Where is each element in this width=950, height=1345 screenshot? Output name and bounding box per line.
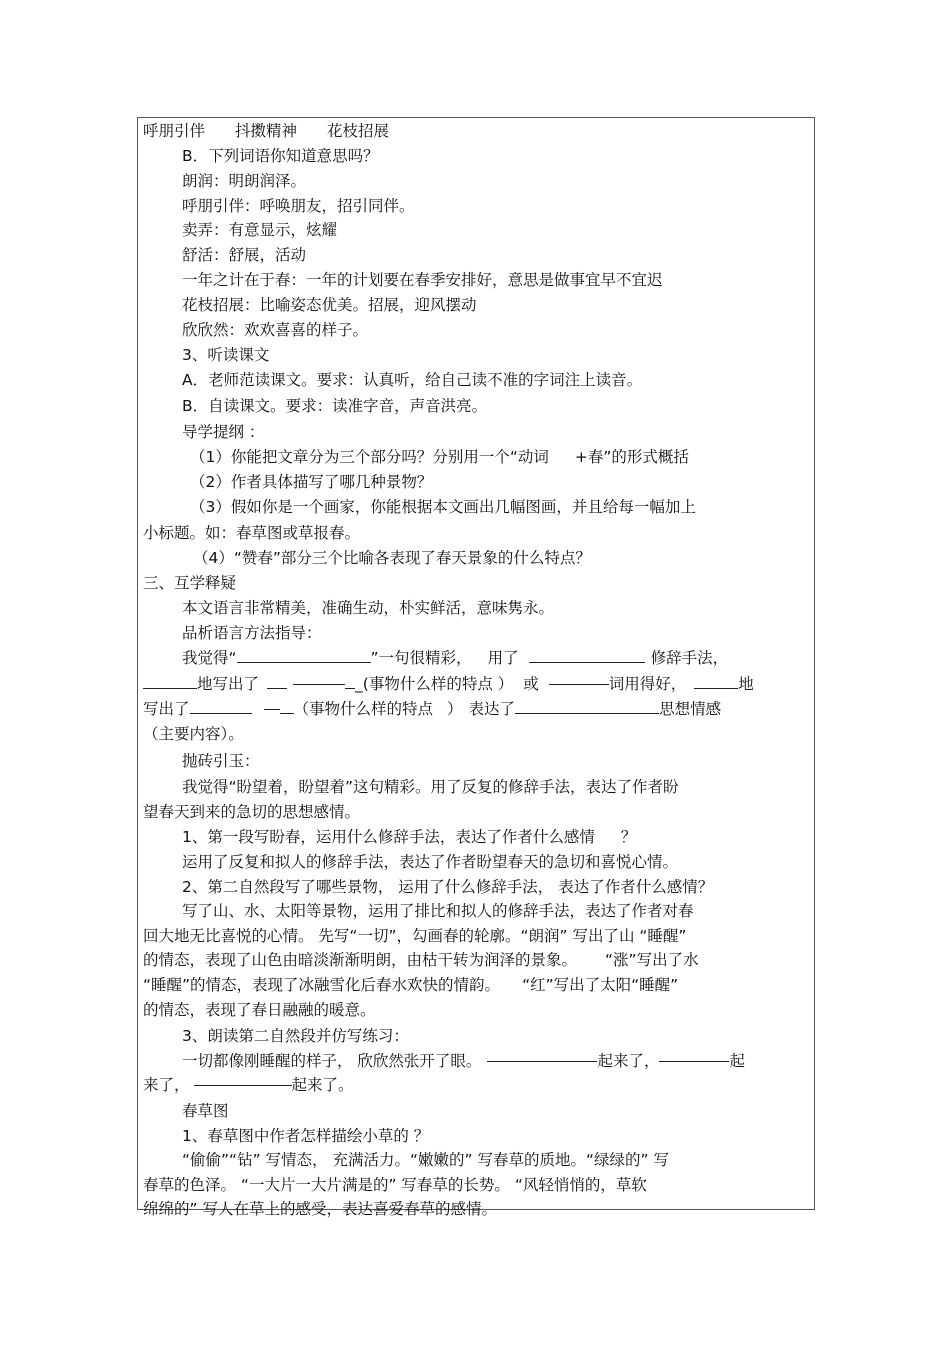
blank-line[interactable] xyxy=(267,674,287,689)
question-line xyxy=(190,447,689,467)
answer-line: 运用了反复和拟人的修辞手法，表达了作者盼望春天的急切和喜悦心情。 xyxy=(182,853,679,871)
section-heading: 3、听读课文 xyxy=(182,346,270,364)
fill-text: 或 xyxy=(523,675,539,693)
question-line: （4）“赞春”部分三个比喻各表现了春天景象的什么特点？ xyxy=(193,549,591,567)
question-line: （3）假如你是一个画家，你能根据本文画出几幅图画，并且给每一幅加上 xyxy=(190,498,696,516)
fill-text: ） xyxy=(447,700,463,718)
answer-line xyxy=(143,975,678,995)
fill-in-line xyxy=(182,648,728,668)
question-text: 1、第一段写盼春，运用什么修辞手法，表达了作者什么感情 xyxy=(182,828,595,846)
text-line: 小标题。如：春草图或草报春。 xyxy=(143,524,361,542)
answer-line xyxy=(143,950,699,970)
question-line: 1、春草图中作者怎样描绘小草的 ？ xyxy=(182,1127,430,1145)
imitation-text: 一切都像刚睡醒的样子， 欣欣然张开了眼。 xyxy=(182,1052,482,1070)
text-line: 抛砖引玉： xyxy=(182,752,260,770)
text-line: 望春天到来的急切的思想感情。 xyxy=(143,803,361,821)
fill-text: 思想情感 xyxy=(659,700,722,718)
fill-in-line xyxy=(143,699,721,719)
text-line: 本文语言非常精美，准确生动，朴实鲜活，意味隽永。 xyxy=(182,599,555,617)
blank-line[interactable] xyxy=(515,699,659,714)
answer-line: 绵绵的” 写人在草上的感受，表达喜爱春草的感情。 xyxy=(143,1200,497,1218)
imitation-line xyxy=(182,1051,745,1071)
answer-line: “偷偷”“钻” 写情态， 充满活力。“嫩嫩的” 写春草的质地。“绿绿的” 写 xyxy=(182,1151,669,1169)
term-1: 呼朋引伴 xyxy=(143,122,206,140)
answer-line: 春草的色泽。 “一大片一大片满是的” 写春草的长势。 “风轻悄悄的，草软 xyxy=(143,1176,647,1194)
fill-text: 写出了 xyxy=(143,700,190,718)
question-line: （2）作者具体描写了哪几种景物？ xyxy=(190,473,433,491)
blank-line[interactable] xyxy=(345,674,355,689)
fill-in-line xyxy=(143,674,754,694)
term-2: 抖擞精神 xyxy=(235,122,298,140)
text-line: A．老师范读课文。要求：认真听，给自己读不准的字词注上读音。 xyxy=(182,371,643,389)
text-line: 朗润：明朗润泽。 xyxy=(182,172,307,190)
answer-line: 的情态，表现了春日融融的暖意。 xyxy=(143,1001,376,1019)
fill-text: 地 xyxy=(738,675,754,693)
fill-text: 用了 xyxy=(487,649,519,667)
fill-text: 我觉得“ xyxy=(182,649,237,667)
strike-line xyxy=(487,1061,597,1063)
question-line: 3、朗读第二自然段并仿写练习： xyxy=(182,1027,409,1045)
vocab-terms-line xyxy=(143,121,389,141)
subheading: 春草图 xyxy=(182,1102,229,1120)
text-line: 卖弄：有意显示，炫耀 xyxy=(182,221,338,239)
strike-line xyxy=(293,684,345,686)
fill-text: （事物什么样的特点 xyxy=(293,700,434,718)
blank-line[interactable] xyxy=(237,648,371,663)
answer-text: 的情态，表现了山色由暗淡渐渐明朗，由枯干转为润泽的景象。 xyxy=(143,951,578,969)
strike-line xyxy=(549,684,609,686)
imitation-line xyxy=(143,1075,354,1095)
fill-text: 表达了 xyxy=(468,700,516,718)
blank-line[interactable] xyxy=(529,648,645,663)
text-line: 欣欣然：欢欢喜喜的样子。 xyxy=(182,321,369,339)
term-3: 花枝招展 xyxy=(327,122,390,140)
strike-line xyxy=(264,709,280,711)
question-1-part: （1）你能把文章分为三个部分吗？分别用一个“动词 xyxy=(190,448,549,466)
imitation-text: 来了， xyxy=(143,1076,190,1094)
text-line: B．下列词语你知道意思吗？ xyxy=(182,147,379,165)
text-line: 品析语言方法指导： xyxy=(182,624,322,642)
answer-text: “涨”写出了水 xyxy=(605,951,699,969)
fill-text: _(事物什么样的特点 ） xyxy=(355,675,514,693)
blank-line[interactable] xyxy=(190,699,252,714)
text-line: 呼朋引伴：呼唤朋友，招引同伴。 xyxy=(182,197,415,215)
strike-line xyxy=(659,1061,729,1063)
imitation-text: 起来了。 xyxy=(291,1076,354,1094)
answer-line: 回大地无比喜悦的心情。 先写“一切”，勾画春的轮廓。“朗润” 写出了山 “睡醒” xyxy=(143,927,687,945)
strike-line xyxy=(194,1085,292,1087)
blank-line[interactable] xyxy=(143,674,197,689)
fill-text: 词用得好， xyxy=(608,675,687,693)
text-line: 舒活：舒展，活动 xyxy=(182,246,307,264)
question-line xyxy=(182,827,636,847)
answer-line: 写了山、水、太阳等景物，运用了排比和拟人的修辞手法，表达了作者对春 xyxy=(182,902,694,920)
blank-line[interactable] xyxy=(280,699,294,714)
text-line: 我觉得“盼望着，盼望着”这句精彩。用了反复的修辞手法，表达了作者盼 xyxy=(182,778,679,796)
text-line: 一年之计在于春：一年的计划要在春季安排好，意思是做事宜早不宜迟 xyxy=(182,271,663,289)
fill-text: ”一句很精彩， xyxy=(370,649,472,667)
imitation-text: 起来了， xyxy=(597,1052,660,1070)
blank-line[interactable] xyxy=(694,674,738,689)
text-line: 花枝招展：比喻姿态优美。招展，迎风摆动 xyxy=(182,296,477,314)
text-line: B．自读课文。要求：读准字音，声音洪亮。 xyxy=(182,397,488,415)
answer-text: “睡醒”的情态，表现了冰融雪化后春水欢快的情韵。 xyxy=(143,976,501,994)
question-1-part: +春”的形式概括 xyxy=(574,448,689,466)
question-mark: ？ xyxy=(620,828,637,846)
question-line: 2、第二自然段写了哪些景物， 运用了什么修辞手法， 表达了作者什么感情？ xyxy=(182,878,714,896)
answer-text: “红”写出了太阳“睡醒” xyxy=(522,976,679,994)
imitation-text: 起 xyxy=(729,1052,745,1070)
text-line: （主要内容）。 xyxy=(143,725,244,743)
fill-text: 修辞手法， xyxy=(650,649,729,667)
text-line: 导学提纲 ： xyxy=(182,423,265,441)
section-heading: 三、互学释疑 xyxy=(143,574,237,592)
fill-text: 地写出了 xyxy=(197,675,260,693)
